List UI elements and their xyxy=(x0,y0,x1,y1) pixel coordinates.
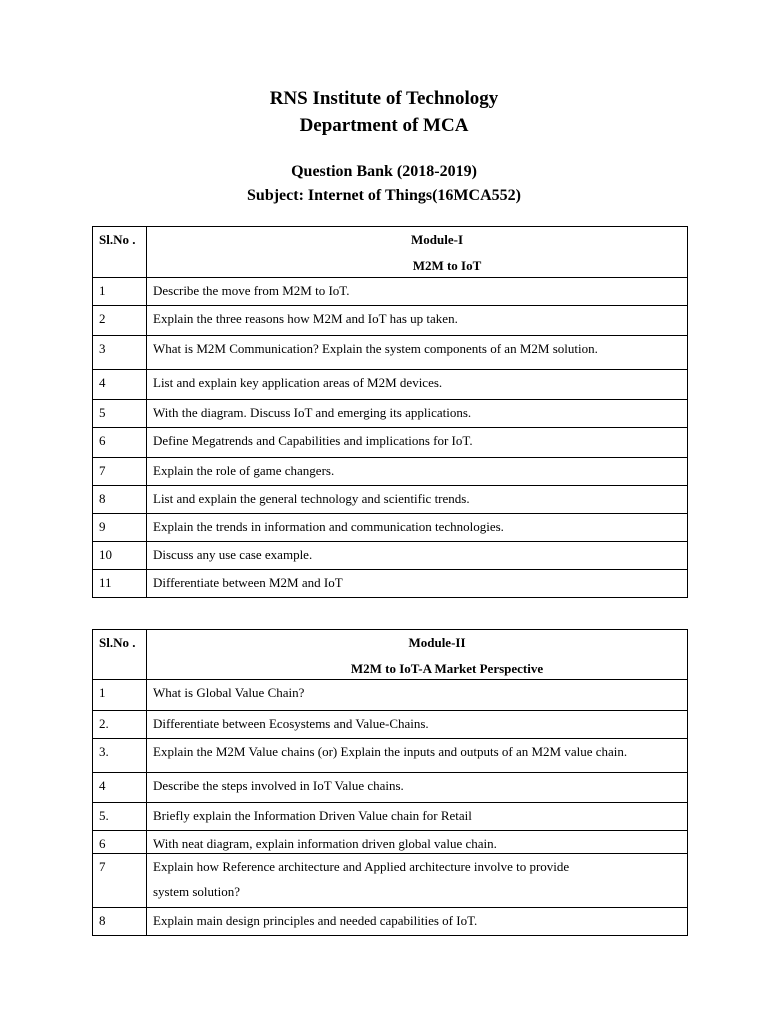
table-row xyxy=(93,773,688,803)
sl-no-header: Sl.No . xyxy=(93,630,147,680)
table-row xyxy=(93,908,688,936)
row-number: 1 xyxy=(93,680,147,711)
subject-title: Subject: Internet of Things(16MCA552) xyxy=(247,187,521,204)
question-text: List and explain key application areas of M2M devices. xyxy=(147,370,688,400)
sl-no-header: Sl.No . xyxy=(93,227,147,278)
row-number: 10 xyxy=(93,542,147,570)
row-number: 2. xyxy=(93,711,147,739)
table-row xyxy=(93,803,688,831)
question-text: Define Megatrends and Capabilities and implications for IoT. xyxy=(147,428,688,458)
module-label: Module-II xyxy=(408,635,466,650)
table-header-row xyxy=(93,630,688,680)
module-2-table xyxy=(92,629,688,936)
question-cell xyxy=(147,854,688,908)
table-header-row xyxy=(93,227,688,278)
row-number: 4 xyxy=(93,773,147,803)
row-number: 5 xyxy=(93,400,147,428)
table-row xyxy=(93,570,688,598)
department-name: Department of MCA xyxy=(299,115,469,136)
row-number: 8 xyxy=(93,486,147,514)
question-text: Explain the M2M Value chains (or) Explain the inputs and outputs of an M2M value chain. xyxy=(147,739,688,773)
table-row xyxy=(93,458,688,486)
row-number: 6 xyxy=(93,831,147,854)
table-row xyxy=(93,739,688,773)
row-number: 11 xyxy=(93,570,147,598)
question-text: Differentiate between Ecosystems and Value-Chains. xyxy=(147,711,688,739)
row-number: 5. xyxy=(93,803,147,831)
row-number: 7 xyxy=(93,854,147,908)
question-text: What is M2M Communication? Explain the system components of an M2M solution. xyxy=(147,336,688,370)
institute-name: RNS Institute of Technology xyxy=(269,88,499,109)
module-header-cell xyxy=(147,227,688,278)
question-text: Explain the role of game changers. xyxy=(147,458,688,486)
question-text: Explain the trends in information and communication technologies. xyxy=(147,514,688,542)
question-text: Briefly explain the Information Driven Value chain for Retail xyxy=(147,803,688,831)
table-row xyxy=(93,542,688,570)
question-text: Differentiate between M2M and IoT xyxy=(147,570,688,598)
question-text: Discuss any use case example. xyxy=(147,542,688,570)
table-row xyxy=(93,428,688,458)
question-text: With neat diagram, explain information driven global value chain. xyxy=(147,831,688,854)
row-number: 6 xyxy=(93,428,147,458)
question-text-continued: system solution? xyxy=(153,884,241,899)
table-row xyxy=(93,514,688,542)
module-label: Module-I xyxy=(411,232,463,247)
question-text: Describe the move from M2M to IoT. xyxy=(147,278,688,306)
row-number: 8 xyxy=(93,908,147,936)
row-number: 3. xyxy=(93,739,147,773)
table-row xyxy=(93,336,688,370)
table-row xyxy=(93,854,688,908)
table-row xyxy=(93,306,688,336)
question-bank-title: Question Bank (2018-2019) xyxy=(291,163,477,180)
module-title: M2M to IoT-A Market Perspective xyxy=(350,661,544,676)
question-text: With the diagram. Discuss IoT and emerging its applications. xyxy=(147,400,688,428)
table-row xyxy=(93,680,688,711)
module-title: M2M to IoT xyxy=(412,258,482,273)
module-1-table xyxy=(92,226,688,598)
row-number: 3 xyxy=(93,336,147,370)
table-row xyxy=(93,831,688,854)
question-text: What is Global Value Chain? xyxy=(147,680,688,711)
table-row xyxy=(93,370,688,400)
table-row xyxy=(93,711,688,739)
row-number: 2 xyxy=(93,306,147,336)
table-row xyxy=(93,400,688,428)
question-text: List and explain the general technology and scientific trends. xyxy=(147,486,688,514)
question-text: Describe the steps involved in IoT Value chains. xyxy=(147,773,688,803)
row-number: 1 xyxy=(93,278,147,306)
table-row xyxy=(93,278,688,306)
table-row xyxy=(93,486,688,514)
question-text: Explain the three reasons how M2M and IoT has up taken. xyxy=(147,306,688,336)
row-number: 7 xyxy=(93,458,147,486)
question-text: Explain main design principles and needed capabilities of IoT. xyxy=(147,908,688,936)
question-text: Explain how Reference architecture and Applied architecture involve to provide xyxy=(153,859,570,874)
row-number: 4 xyxy=(93,370,147,400)
module-header-cell xyxy=(147,630,688,680)
row-number: 9 xyxy=(93,514,147,542)
